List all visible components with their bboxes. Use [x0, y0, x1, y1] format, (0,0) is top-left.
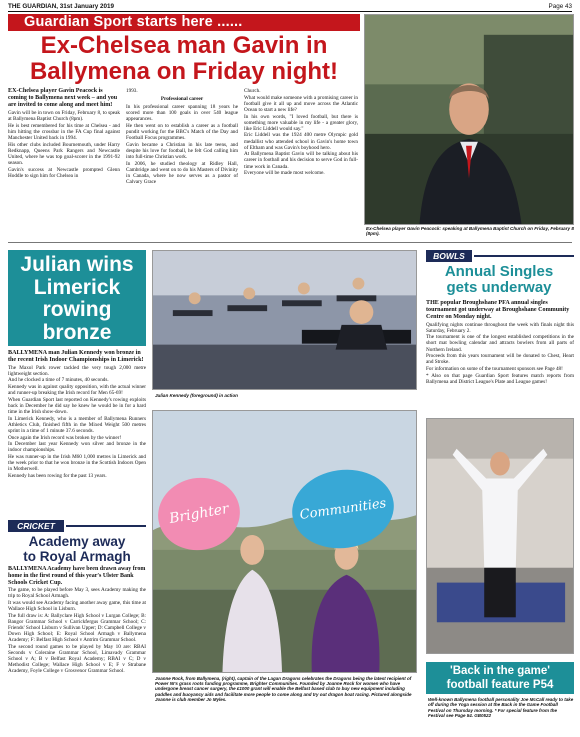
bowls-tag-rule [474, 255, 574, 257]
gavin-col3-p2: What would make someone with a promising career in football give it all up and move across the Atlantic Ocean to start a new life? [244, 94, 358, 113]
bowls-p2: The tournament is one of the longest established competitions in the short mat bowling calendar and attracts bowlers from all parts of Northern Ireland. [426, 334, 574, 353]
gavin-lead: EX-Chelsea player Gavin Peacock is coming to Ballymena next week – and you are invited to come along and meet him! [8, 88, 118, 109]
gavin-col2-p3: Gavin became a Christian in his late teens, and despite his love for football, he felt God calling him into full-time Christian work. [126, 141, 238, 161]
sport-banner [8, 14, 360, 31]
section-divider [8, 242, 572, 243]
bowls-p5: * Also on that page Guardian Sport features match reports from Ballymena and District League's Plate and League games! [426, 372, 574, 385]
gavin-col-3 [244, 88, 358, 177]
rowing-photo [152, 250, 417, 390]
balloon-brighter-text: Brighter [168, 500, 230, 528]
cricket-tag-text: CRICKET [17, 521, 55, 531]
backinthegame-caption: Well-known Ballymena football personality Joe McCall ready to take off during the Yoga session at the Back in the Game Football Festival on Thursday morning. * For special feature from the Festival see Page 54. GB0522 [428, 697, 574, 718]
cricket-headline [8, 535, 146, 564]
gavin-headline [8, 33, 360, 85]
julian-lead: BALLYMENA man Julian Kennedy won bronze in the recent Irish Indoor Championships in Limerick! [8, 350, 144, 363]
backinthegame-headline-line1: 'Back in the game' [449, 665, 551, 677]
bowls-p3: Proceeds from this years tournament will be donated to Chest, Heart and Stroke. [426, 353, 574, 366]
bowls-headline-line1: Annual Singles [444, 263, 554, 280]
gavin-col2-p4: In 2006, he studied theology at Ridley Hall, Cambridge and went on to do his Masters of Divinity in Canada, where he now serves as a pastor of Calvary Grace [126, 160, 238, 186]
julian-p8: He was runner-up in the Irish M60 1,000 metres in Limerick and the week prior to that he won bronze in the Scottish Indoors Open in Motherwell. [8, 454, 146, 473]
cricket-p2: It was would see Academy facing another away game, this time at Wallace High School in Lisburn. [8, 600, 146, 613]
balloon-communities-text: Communities [298, 495, 388, 523]
julian-article [8, 350, 146, 480]
julian-p7: In December last year Kennedy won silver and bronze in the indoor championships. [8, 441, 146, 454]
gavin-col-1 [8, 88, 120, 179]
gavin-col-2 [126, 88, 238, 186]
backinthegame-headline [426, 662, 574, 694]
julian-headline-line4: bronze [42, 320, 112, 344]
bowls-headline-line2: gets underway [446, 279, 552, 296]
bowls-p4: For information on some of the tournament sponsors see Page 48! [426, 366, 563, 373]
julian-p2: And he clocked a time of 7 minutes, 40 seconds. [8, 377, 109, 384]
cricket-p3: The full draw is: A: Ballyclare High School v Lurgan College; B: Bangor Grammar School v Carrickfergus Grammar School; C: Friends' School Lisburn v Sullivan Upper; D: Campbell College v Down High School; E: Royal School Armagh v Ballymena Academy; F: Belfast High School v Antrim Grammar School. [8, 612, 146, 644]
cricket-p1: The game, to be played before May 3, sees Academy making the trip to Royal School Armagh. [8, 587, 146, 600]
julian-headline-line1: Julian wins [20, 253, 134, 276]
julian-p6: Once again the Irish record was broken by the winner! [8, 434, 122, 441]
bowls-headline [424, 264, 574, 296]
yoga-photo [426, 418, 574, 654]
gavin-headline-line2: Ballymena on Friday night! [29, 58, 339, 85]
gavin-col1-p3: His other clubs included Bournemouth, under Harry Redknapp, Queens Park Rangers and Newcastle United, where he was top goal-scorer in the 1991-92 season. [8, 141, 120, 166]
gavin-col3-p3: In his own words, "I loved football, but there is something more valuable in my life - a greater glory, like Eric Liddell would say." [244, 113, 358, 132]
bowls-article [426, 300, 574, 386]
bowls-tag [426, 250, 472, 262]
gavin-col3-p1: Church. [244, 88, 261, 94]
gavin-col2-top: 1993. [126, 88, 138, 94]
cricket-lead: BALLYMENA Academy have been drawn away from home in the first round of this year's Ulster Bank Schools Cricket Cup. [8, 566, 146, 586]
masthead-left: THE GUARDIAN, 31st January 2019 [8, 3, 115, 10]
bowls-lead: THE popular Broughshane PFA annual singles tournament got underway at Broughshane Community Centre on Monday night. [426, 300, 570, 320]
gavin-col2-p2: He then went on to establish a career as a football pundit working for the BBC's Match of the Day and Football Focus programmes. [126, 123, 238, 142]
gavin-col2-p1: In his professional career spanning 18 years he scored more than 100 goals in over 540 league appearances. [126, 104, 238, 123]
julian-p1: The Maxol Park rower tackled the very tough 2,000 metre lightweight section. [8, 364, 146, 377]
julian-p5: In Limerick Kennedy, who is a member of Ballymena Runners Athletics Club, finished fifth in the Mixed Weight 500 metres sprint in a time of 1 minute 37.6 seconds. [8, 415, 146, 434]
julian-headline [8, 250, 146, 346]
page-number: Page 43 [548, 3, 572, 10]
gavin-headline-line1: Ex-Chelsea man Gavin in [40, 32, 328, 59]
julian-p3: Kennedy was in against quality opposition, with the actual winner and runner-up breaking the Irish record for Men 65-69! [8, 384, 146, 397]
julian-p4: When Guardian Sport last reported on Kennedy's rowing exploits back in December he did say he knew he would be in for a hard time in the Irish show-down. [8, 396, 146, 416]
julian-p9: Kennedy has been rowing for the past 13 years. [8, 472, 107, 479]
gavin-col3-p6: Everyone will be made most welcome. [244, 170, 325, 177]
backinthegame-headline-line2: football feature P54 [446, 679, 554, 691]
julian-headline-line2: Limerick [33, 275, 121, 299]
julian-headline-line3: rowing [42, 298, 112, 321]
cricket-tag-rule [66, 525, 146, 527]
masthead-rule [8, 11, 572, 12]
gavin-photo [364, 14, 574, 225]
gavin-col3-p5: At Ballymena Baptist Gavin will be talking about his career in football and his decision to serve God in full-time work in Canada. [244, 151, 358, 170]
gavin-col1-p2: He is best remembered for his time at Chelsea - and him hitting the crossbar in the FA Cup final against Manchester United back in 1994. [8, 122, 120, 141]
gavin-subhead: Professional career [160, 96, 204, 103]
brighter-caption: Joanne Rock, from Ballymena, (right), captain of the Lagan Dragons celebrates the Dragons being the latest recipient of Power NI's grass roots funding programme, Brighter Communities. Founded by Joanne Rock for women who have undergone breast cancer surgery, the £1000 grant will enable the Belfast based club to buy new equipment including paddles and buoyancy aids and facilitate more people to come along and try out dragon boat racing. Pictured alongside Joanne is club member Jo Myles. [155, 676, 412, 702]
sport-banner-text: Guardian Sport starts here ...... [24, 14, 243, 30]
gavin-col1-p4: Gavin's success at Newcastle prompted Glenn Hoddle to sign him for Chelsea in [8, 166, 120, 179]
cricket-headline-line2: to Royal Armagh [23, 548, 131, 564]
cricket-article [8, 566, 146, 675]
cricket-headline-line1: Academy away [28, 534, 126, 549]
gavin-col1-p1: Gavin will be in town on Friday, February 8, to speak at Ballymena Baptist Church (8pm). [8, 109, 120, 122]
cricket-p4: The second round games to be played by May 10 are: RBAI Seconds v Coleraine Grammar School, Limavady Grammar School v A; B v Belfast Royal Academy; RBAI v C; D v Methodist College; Wallace High School v E; F v Strabane Academy, Foyle College v Grosvenor Grammar School. [8, 643, 146, 675]
gavin-caption: Ex-Chelsea player Gavin Peacock: speaking at Ballymena Baptist Church on Friday, February 8 (8pm). [366, 226, 574, 237]
rowing-caption: Julian Kennedy (foreground) in action [155, 393, 238, 398]
gavin-col3-p4: Eric Liddell was the 1924 400 metre Olympic gold medallist who attended school in Gavin's home town of Eltham and was Gavin's boyhood hero. [244, 132, 358, 151]
bowls-tag-text: BOWLS [433, 251, 465, 261]
cricket-tag [8, 520, 64, 532]
bowls-p1: Qualifying nights continue throughout the week with finals night this Saturday, February 2. [426, 321, 574, 334]
